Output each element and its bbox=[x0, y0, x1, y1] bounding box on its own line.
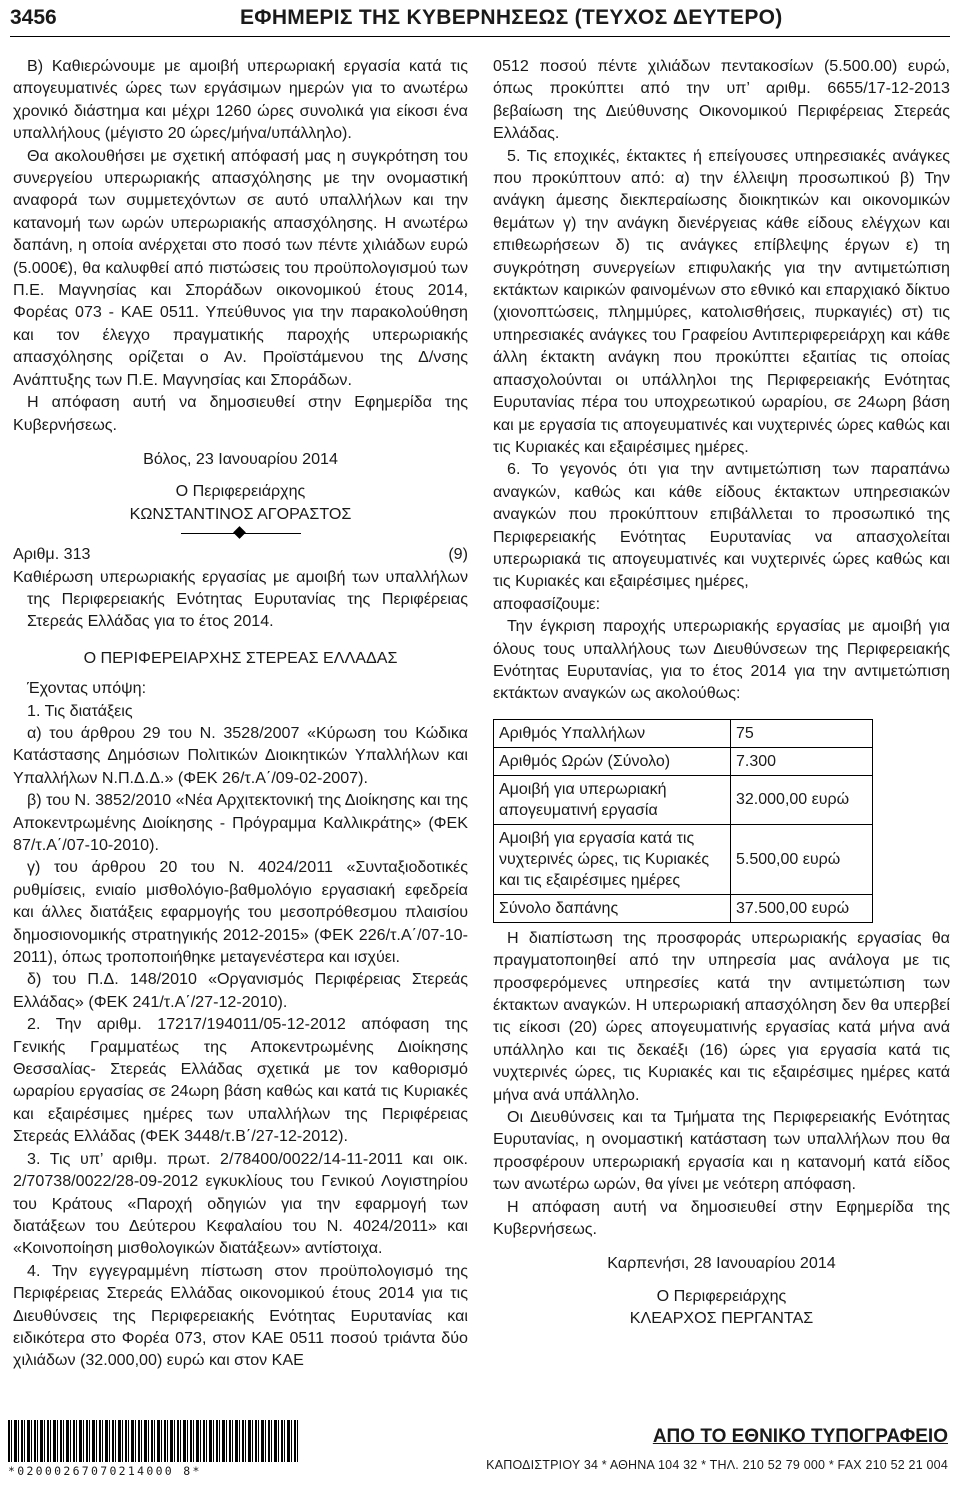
right-column bbox=[493, 55, 950, 1330]
table-cell-label: Αμοιβή για εργασία κατά τις νυχτερινές ώρες, τις Κυριακές και τις εξαιρέσιμες ημέρες bbox=[494, 824, 731, 894]
left-column bbox=[13, 55, 468, 1372]
decision-sequence: (9) bbox=[448, 545, 468, 564]
table-cell-label: Αμοιβή για υπερωριακή απογευματινή εργασία bbox=[494, 775, 731, 824]
list-item: 6. Το γεγονός ότι για την αντιμετώπιση των παραπάνω αναγκών, καθώς και κάθε είδους έκτακτων υπηρεσιακών αναγκών που προκύπτουν επιβάλλεται το προσωπικό της Περιφερειακής Ενότητας Ευρυτανίας να απασχολείται υπερωριακά τις απογευματινές και νυχτερινές ώρες καθώς και τις Κυριακές και εξαιρέσιμες ημέρες, bbox=[493, 460, 950, 591]
list-item: 3. Τις υπ’ αριθμ. πρωτ. 2/78400/0022/14-11-2011 και οικ. 2/70738/0022/28-09-2012 εγκυκλίους του Γενικού Λογιστηρίου του Κράτους «Παροχή οδηγιών για την εφαρμογή των διατάξεων του Δεύτερου Κεφαλαίου του Ν. 4024/2011» και «Κοινοποίηση μισθολογικών διατάξεων» αντίστοιχα. bbox=[13, 1149, 468, 1258]
table-row bbox=[494, 747, 873, 775]
page-footer bbox=[0, 1400, 960, 1487]
signature-place-date: Βόλος, 23 Ιανουαρίου 2014 bbox=[143, 449, 338, 468]
table-cell-label: Αριθμός Ωρών (Σύνολο) bbox=[494, 747, 731, 775]
list-item: β) του Ν. 3852/2010 «Νέα Αρχιτεκτονική της Διοίκησης και της Αποκεντρωμένης Διοίκησης - Πρόγραμμα Καλλικράτης» (ΦΕΚ 87/τ.Α΄/07-10-2010). bbox=[13, 791, 468, 854]
signature-name: ΚΩΝΣΤΑΝΤΙΝΟΣ ΑΓΟΡΑΣΤΟΣ bbox=[129, 504, 352, 523]
overtime-table bbox=[493, 719, 873, 923]
diamond-icon bbox=[233, 526, 246, 539]
paragraph: Οι Διευθύνσεις και τα Τμήματα της Περιφερειακής Ενότητας Ευρυτανίας, η ονομαστική κατάσταση των υπαλλήλων που θα προσφέρουν υπερωριακή εργασία και η κατανομή κατά είδος των ανωτέρω ωρών, θα γίνει με νεότερη απόφαση. bbox=[493, 1108, 950, 1194]
list-item: 2. Την αριθμ. 17217/194011/05-12-2012 απόφαση της Γενικής Γραμματέως της Αποκεντρωμένης Διοίκησης Θεσσαλίας- Στερεάς Ελλάδας σχετικά με τον καθορισμό ωραρίου εργασίας σε 24ωρη βάση καθώς και κατά τις Κυριακές και εξαιρέσιμες ημέρες των υπαλλήλων της Περιφέρειας Στερεάς Ελλάδας (ΦΕΚ 3448/τ.Β΄/27-12-2012). bbox=[13, 1015, 468, 1146]
table-cell-value: 7.300 bbox=[731, 747, 873, 775]
table-cell-label: Αριθμός Υπαλλήλων bbox=[494, 719, 731, 747]
list-item: 1. Τις διατάξεις bbox=[27, 701, 133, 720]
page-number: 3456 bbox=[10, 6, 57, 29]
printer-address: ΚΑΠΟΔΙΣΤΡΙΟΥ 34 * ΑΘΗΝΑ 104 32 * ΤΗΛ. 210 52 79 000 * FAX 210 52 21 004 bbox=[486, 1458, 948, 1472]
paragraph: Η απόφαση αυτή να δημοσιευθεί στην Εφημερίδα της Κυβερνήσεως. bbox=[13, 393, 468, 434]
signature-title: Ο Περιφερειάρχης bbox=[656, 1286, 787, 1305]
list-item: α) του άρθρου 29 του Ν. 3528/2007 «Κύρωση του Κώδικα Κατάστασης Δημόσιων Πολιτικών Διοικητικών Υπαλλήλων και Υπαλλήλων Ν.Π.Δ.Δ.» (ΦΕΚ 26/τ.Α΄/09-02-2007). bbox=[13, 723, 468, 787]
table-cell-value: 5.500,00 ευρώ bbox=[731, 824, 873, 894]
authority-heading: Ο ΠΕΡΙΦΕΡΕΙΑΡΧΗΣ ΣΤΕΡΕΑΣ ΕΛΛΑΔΑΣ bbox=[83, 648, 398, 667]
decision-number: Αριθμ. 313 bbox=[13, 545, 91, 564]
table-cell-value: 37.500,00 ευρώ bbox=[731, 894, 873, 922]
gazette-title: ΕΦΗΜΕΡΙΣ ΤΗΣ ΚΥΒΕΡΝΗΣΕΩΣ (ΤΕΥΧΟΣ ΔΕΥΤΕΡΟ) bbox=[240, 6, 783, 29]
paragraph: Την έγκριση παροχής υπερωριακής εργασίας με αμοιβή για όλους τους υπαλλήλους των Διευθύνσεων της Περιφερειακής Ενότητας Ευρυτανίας, για το έτος 2014 για την αντιμετώπιση εκτάκτων αναγκών ως ακολούθως: bbox=[493, 617, 950, 703]
decision-number-row bbox=[13, 543, 468, 565]
list-item: δ) του Π.Δ. 148/2010 «Οργανισμός Περιφέρειας Στερεάς Ελλάδας» (ΦΕΚ 241/τ.Α΄/27-12-2010). bbox=[13, 970, 468, 1011]
table-row bbox=[494, 824, 873, 894]
list-item: 4. Την εγγεγραμμένη πίστωση στον προϋπολογισμό της Περιφέρειας Στερεάς Ελλάδας οικονομικού έτους 2014 για τις Διευθύνσεις της Περιφερειακής Ενότητας Ευρυτανίας και ειδικότερα στο Φορέα 073, στον ΚΑΕ 0511 ποσού τριάντα δύο χιλιάδων (32.000,00) ευρώ και στον ΚΑΕ bbox=[13, 1261, 468, 1370]
signature-place-date: Καρπενήσι, 28 Ιανουαρίου 2014 bbox=[607, 1254, 836, 1273]
signature-name: ΚΛΕΑΡΧΟΣ ΠΕΡΓΑΝΤΑΣ bbox=[629, 1309, 814, 1328]
list-item: γ) του άρθρου 20 του Ν. 4024/2011 «Συνταξιοδοτικές ρυθμίσεις, ενιαίο μισθολόγιο-βαθμολόγιο εργασιακή εφεδρεία και άλλες διατάξεις εφαρμογής του μεσοπρόθεσμου πλαισίου δημοσιονομικής στρατηγικής 2012-2015» (ΦΕΚ 226/τ.Α΄/07-10-2011), όπως τροποποιήθηκε μεταγενέστερα και ισχύει. bbox=[13, 858, 468, 967]
page-header bbox=[10, 6, 950, 37]
table-row bbox=[494, 775, 873, 824]
paragraph: 0512 ποσού πέντε χιλιάδων πεντακοσίων (5.500.00) ευρώ, όπως προκύπτει από την υπ’ αριθμ. 6655/17-12-2013 βεβαίωση της Διεύθυνσης Οικονομικού Περιφέρειας Στερεάς Ελλάδας. bbox=[493, 57, 950, 143]
table-cell-value: 32.000,00 ευρώ bbox=[731, 775, 873, 824]
paragraph: Η διαπίστωση της προσφοράς υπερωριακής εργασίας θα πραγματοποιηθεί από την υπηρεσία μας ανάλογα με τις προσφερόμενες υπηρεσίες κατά την αντιμετώπιση των έκτακτων αναγκών. Η υπερωριακή απασχόληση δεν θα υπερβεί τις είκοσι (20) ώρες απογευματινής εργασίας κατά μήνα ανά υπάλληλο και τις δεκαέξι (16) ώρες για εργασία κατά τις νυχτερινές ώρες, τις Κυριακές και τις εξαιρέσιμες ημέρες κατά μήνα ανά υπάλληλο. bbox=[493, 928, 950, 1104]
table-row bbox=[494, 719, 873, 747]
table-cell-value: 75 bbox=[731, 719, 873, 747]
paragraph: Θα ακολουθήσει με σχετική απόφασή μας η συγκρότηση του συνεργείου υπερωριακής απασχόλησης με την ονομαστική αναφορά των συμμετεχόντων σε αυτό υπαλλήλων και την κατανομή των ωρών υπερωριακής απασχόλησης. Η ανωτέρω δαπάνη, η οποία ανέρχεται στο ποσό των πέντε χιλιάδων ευρώ (5.000€), θα καλυφθεί από πιστώσεις του προϋπολογισμού των Π.Ε. Μαγνησίας και Σποράδων οικονομικού έτους 2014, Φορέας 073 - ΚΑΕ 0511. Υπεύθυνος για την παρακολούθηση και τον έλεγχο πραγματικής παροχής υπερωριακής απασχόλησης ορίζεται ο Αν. Προϊστάμενου της Δ/νσης Ανάπτυξης των Π.Ε. Μαγνησίας και Σποράδων. bbox=[13, 146, 468, 389]
table-row bbox=[494, 894, 873, 922]
decision-verb: αποφασίζουμε: bbox=[493, 594, 601, 613]
list-item: 5. Τις εποχικές, έκτακτες ή επείγουσες υπηρεσιακές ανάγκες που προκύπτουν από: α) την έλλειψη προσωπικού β) Την ανάγκη άμεσης διεκπεραίωσης διοικητικών και οικονομικών θεμάτων γ) την ανάγκη διενέργειας κάθε είδους ελέγχων και επιθεωρήσεων δ) τις ανάγκες επίβλεψης έργων ε) τη συγκρότηση συνεργείων επιφυλακής για την αντιμετώπιση εκτάκτων καιρικών φαινομένων στο εθνικό και επαρχιακό δίκτυο (χιονοπτώσεις, πλημμύρες, κατολισθήσεις, πυρκαγιές) στ) τις υπηρεσιακές ανάγκες του Γραφείου Αντιπεριφερειάρχη και κάθε άλλη έκτακτη ανάγκη που προκύπτει εξαιτίας τις οποίας απασχολούνται οι υπάλληλοι της Περιφερειακής Ενότητας Ευρυτανίας πέρα του υποχρεωτικού ωραρίου, σε 24ωρη βάση και με εργασία τις απογευματινές και νυχτερινές ώρες καθώς και τις Κυριακές και εξαιρέσιμες ημέρες. bbox=[493, 146, 950, 456]
section-divider bbox=[181, 527, 301, 539]
barcode-icon bbox=[8, 1420, 298, 1462]
having-regard: Έχοντας υπόψη: bbox=[27, 679, 147, 698]
decision-title: Καθιέρωση υπερωριακής εργασίας με αμοιβή των υπαλλήλων της Περιφερειακής Ενότητας Ευρυτανίας της Περιφέρειας Στερεάς Ελλάδας για το έτος 2014. bbox=[13, 567, 468, 631]
table-cell-label: Σύνολο δαπάνης bbox=[494, 894, 731, 922]
signature-title: Ο Περιφερειάρχης bbox=[175, 482, 306, 501]
barcode-number: *02000267070214000 8* bbox=[8, 1464, 202, 1478]
paragraph: Β) Καθιερώνουμε με αμοιβή υπερωριακή εργασία κατά τις απογευματινές ώρες των εργάσιμων ημερών για το ανωτέρω χρονικό διάστημα και μέχρι 1260 ώρες συνολικά για είκοσι ένα υπαλλήλους (μέγιστο 20 ώρες/μήνα/υπάλληλο). bbox=[13, 57, 468, 143]
paragraph: Η απόφαση αυτή να δημοσιευθεί στην Εφημερίδα της Κυβερνήσεως. bbox=[493, 1197, 950, 1239]
printer-name: ΑΠΟ ΤΟ ΕΘΝΙΚΟ ΤΥΠΟΓΡΑΦΕΙΟ bbox=[652, 1426, 948, 1447]
